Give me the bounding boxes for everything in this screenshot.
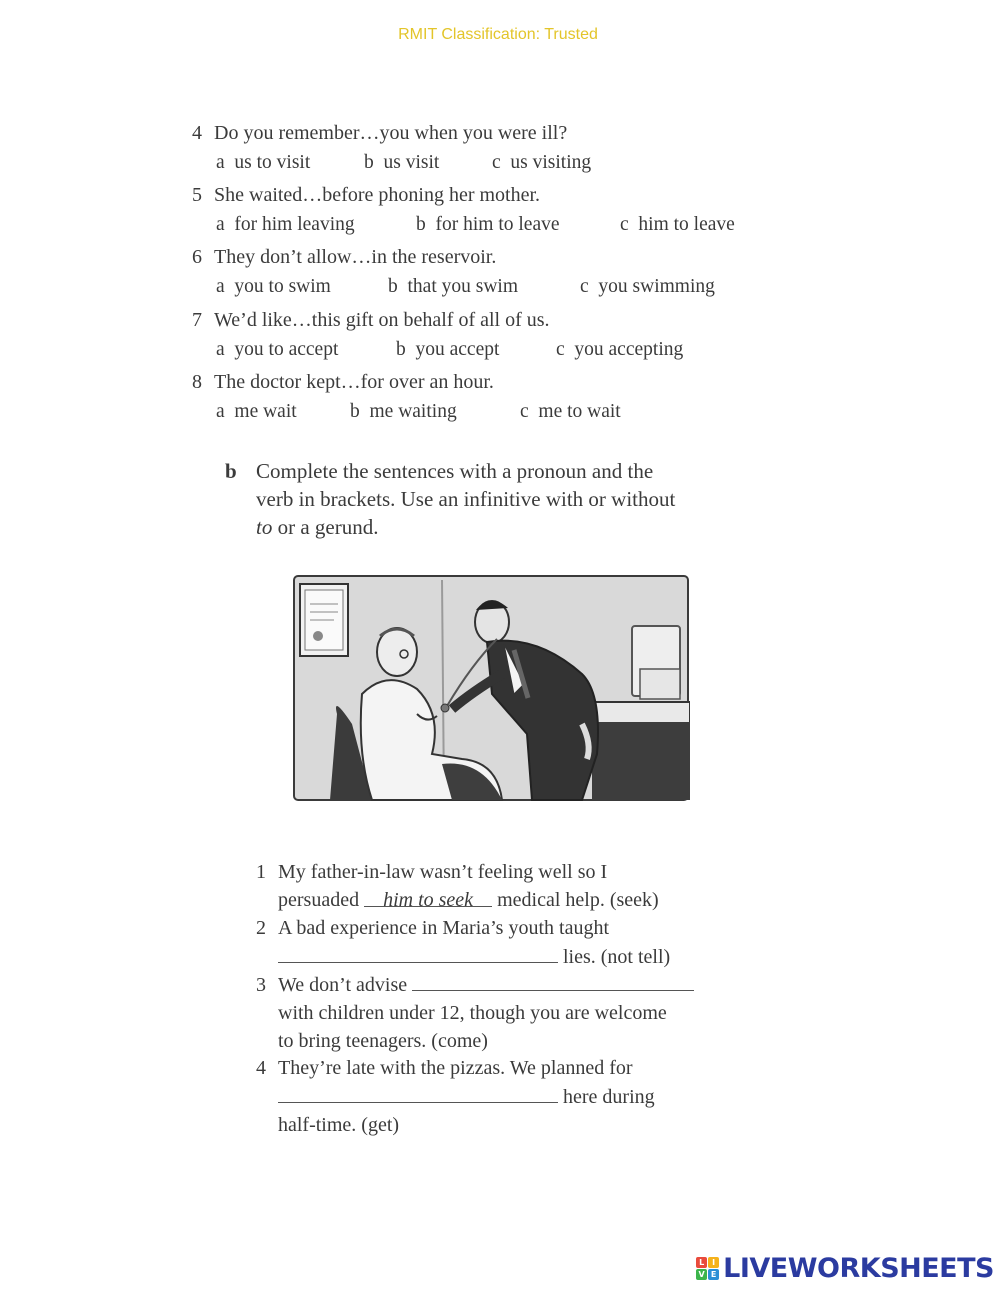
option-text: me waiting (369, 401, 457, 422)
option-letter: b (364, 152, 374, 173)
sentence-text: here during (558, 1086, 655, 1108)
logo-text: LIVEWORKSHEETS (723, 1253, 994, 1284)
question-text: Do you remember…you when you were ill? (214, 122, 568, 144)
classification-header: RMIT Classification: Trusted (398, 26, 598, 43)
option-6a[interactable] (216, 276, 331, 298)
answer-blank-2[interactable] (278, 942, 558, 963)
option-text: me wait (234, 401, 297, 422)
sentence-number: 3 (256, 974, 266, 996)
option-letter: c (520, 401, 529, 422)
answer-blank-4[interactable] (278, 1082, 558, 1103)
sentence-text: persuaded (278, 889, 365, 911)
question-number: 4 (192, 122, 202, 144)
illustration-svg (292, 574, 690, 802)
logo-tile: L (696, 1257, 707, 1268)
question-text: They don’t allow…in the reservoir. (214, 246, 497, 268)
sentence-number: 1 (256, 861, 266, 883)
option-7a[interactable] (216, 339, 338, 361)
option-6c[interactable] (580, 276, 715, 298)
option-6b[interactable] (388, 276, 518, 298)
option-letter: b (350, 401, 360, 422)
sentence-text: medical help. (seek) (492, 889, 659, 911)
option-text: for him leaving (234, 214, 355, 235)
option-letter: a (216, 339, 225, 360)
option-8c[interactable] (520, 401, 621, 423)
question-4 (192, 122, 567, 145)
answer-blank-1[interactable]: him to seek (364, 886, 492, 907)
sentence-text: My father-in-law wasn’t feeling well so I (278, 861, 608, 883)
option-5a[interactable] (216, 214, 355, 236)
answer-blank-3[interactable] (412, 970, 694, 991)
question-8 (192, 371, 494, 394)
logo-tile: E (708, 1269, 719, 1280)
logo-tile: I (708, 1257, 719, 1268)
certificate-frame (300, 584, 348, 656)
option-text: you accept (415, 339, 500, 360)
question-number: 7 (192, 309, 202, 331)
question-number: 6 (192, 246, 202, 268)
question-7 (192, 309, 550, 332)
option-5c[interactable] (620, 214, 735, 236)
doctor-patient-illustration (292, 574, 690, 802)
option-text: for him to leave (435, 214, 560, 235)
question-text: She waited…before phoning her mother. (214, 184, 541, 206)
sentence-text: We don’t advise (278, 974, 413, 996)
sentence-text: to bring teenagers. (come) (278, 1030, 488, 1052)
option-4a[interactable] (216, 152, 310, 174)
option-text: you to accept (234, 339, 339, 360)
option-text: us visiting (510, 152, 592, 173)
instruction-line: verb in brackets. Use an infinitive with or without (256, 487, 676, 511)
sentence-text: lies. (not tell) (558, 946, 671, 968)
option-letter: a (216, 276, 225, 297)
logo-tiles (696, 1257, 719, 1280)
option-letter: b (388, 276, 398, 297)
option-text: that you swim (407, 276, 518, 297)
sentence-2 (256, 914, 670, 971)
question-number: 5 (192, 184, 202, 206)
option-8a[interactable] (216, 401, 297, 423)
question-6 (192, 246, 496, 269)
option-5b[interactable] (416, 214, 560, 236)
option-8b[interactable] (350, 401, 457, 423)
logo-tile: V (696, 1269, 707, 1280)
sentence-number: 4 (256, 1057, 266, 1079)
sentence-text: half-time. (get) (278, 1114, 400, 1136)
option-letter: a (216, 401, 225, 422)
option-letter: b (396, 339, 406, 360)
sentence-number: 2 (256, 917, 266, 939)
option-letter: c (620, 214, 629, 235)
option-4b[interactable] (364, 152, 439, 174)
option-letter: a (216, 152, 225, 173)
option-4c[interactable] (492, 152, 591, 174)
option-letter: a (216, 214, 225, 235)
option-7c[interactable] (556, 339, 683, 361)
option-text: us to visit (234, 152, 311, 173)
question-text: We’d like…this gift on behalf of all of us. (214, 309, 550, 331)
sentence-text: with children under 12, though you are welcome (278, 1002, 667, 1024)
sentence-3 (256, 970, 694, 1055)
option-text: him to leave (638, 214, 735, 235)
question-text: The doctor kept…for over an hour. (214, 371, 494, 393)
liveworksheets-logo[interactable] (696, 1253, 994, 1284)
sentence-text: They’re late with the pizzas. We planned for (278, 1057, 633, 1079)
option-letter: b (416, 214, 426, 235)
option-7b[interactable] (396, 339, 499, 361)
instruction-line: or a gerund. (272, 515, 379, 539)
sentence-4 (256, 1054, 655, 1139)
sentence-1 (256, 858, 659, 914)
exercise-b-label: b (225, 459, 237, 483)
option-letter: c (556, 339, 565, 360)
sentence-text: A bad experience in Maria’s youth taught (278, 917, 610, 939)
instruction-italic: to (256, 515, 273, 539)
question-5 (192, 184, 540, 207)
option-letter: c (492, 152, 501, 173)
option-text: you to swim (234, 276, 331, 297)
question-number: 8 (192, 371, 202, 393)
exercise-b-instructions (225, 457, 785, 541)
option-text: you accepting (574, 339, 684, 360)
option-text: me to wait (538, 401, 621, 422)
option-text: us visit (383, 152, 440, 173)
option-letter: c (580, 276, 589, 297)
option-text: you swimming (598, 276, 715, 297)
instruction-line: Complete the sentences with a pronoun and the (256, 459, 654, 483)
